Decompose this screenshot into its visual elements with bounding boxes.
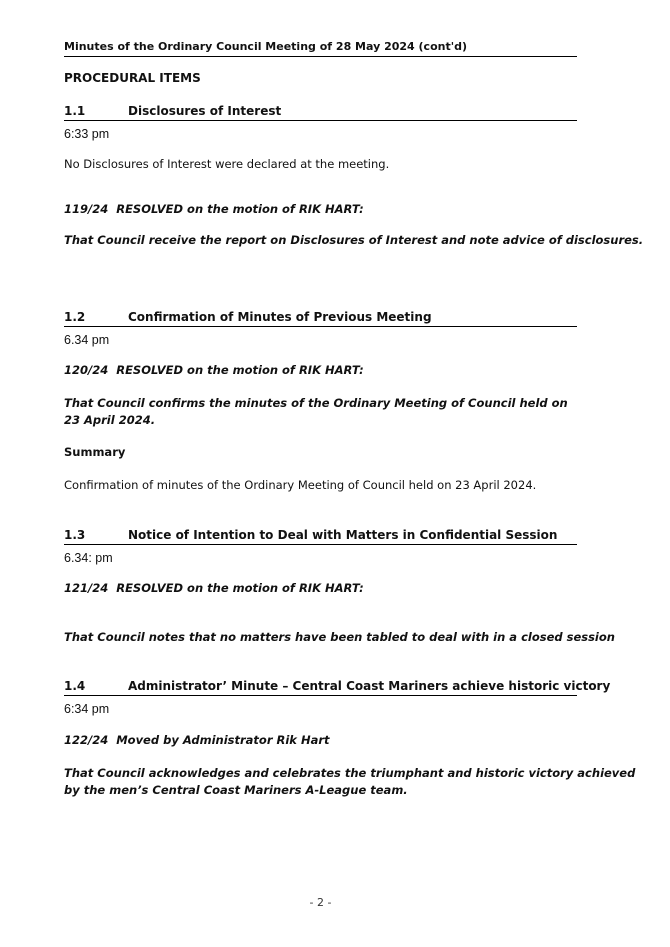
resolution-code: 119/24 <box>64 202 109 216</box>
resolution-text: RESOLVED on the motion of RIK HART: <box>116 363 364 377</box>
motion-line: That Council notes that no matters have been tabled to deal with in a closed session <box>64 630 615 644</box>
section-1-4-resolution <box>64 733 577 748</box>
section-1-2-heading <box>64 310 577 327</box>
section-1-1-note: No Disclosures of Interest were declared at the meeting. <box>64 157 390 171</box>
page-number: - 2 - <box>309 896 332 909</box>
section-1-1-heading <box>64 104 577 121</box>
section-1-3-heading <box>64 528 577 545</box>
section-1-4-motion <box>64 765 636 799</box>
section-1-3-time: 6.34: pm <box>64 551 113 565</box>
resolution-code: 121/24 <box>64 581 109 595</box>
section-1-2-summary-label: Summary <box>64 445 126 459</box>
motion-line: 23 April 2024. <box>64 413 156 427</box>
section-1-1-motion <box>64 232 644 249</box>
section-number: 1.4 <box>64 679 86 693</box>
section-1-4-heading <box>64 679 611 696</box>
procedural-items-heading: PROCEDURAL ITEMS <box>64 71 201 85</box>
resolution-text: RESOLVED on the motion of RIK HART: <box>116 581 364 595</box>
section-1-2-summary-text: Confirmation of minutes of the Ordinary Meeting of Council held on 23 April 2024. <box>64 478 537 492</box>
section-1-2-motion <box>64 395 577 429</box>
resolution-code: 122/24 <box>64 733 109 747</box>
section-1-3-motion <box>64 629 615 646</box>
section-1-2-resolution <box>64 363 577 378</box>
section-1-4-time: 6:34 pm <box>64 702 110 716</box>
motion-line: by the men’s Central Coast Mariners A-League team. <box>64 783 408 797</box>
section-number: 1.3 <box>64 528 86 542</box>
section-1-1-time: 6:33 pm <box>64 127 110 141</box>
section-1-3-resolution <box>64 581 577 596</box>
section-title: Disclosures of Interest <box>128 104 282 118</box>
resolution-text: RESOLVED on the motion of RIK HART: <box>116 202 364 216</box>
section-1-2-time: 6.34 pm <box>64 333 110 347</box>
section-1-1-resolution <box>64 202 577 217</box>
document-page <box>64 0 644 947</box>
motion-line: That Council receive the report on Disclosures of Interest and note advice of disclosures. <box>64 233 644 247</box>
section-number: 1.2 <box>64 310 86 324</box>
section-title: Confirmation of Minutes of Previous Meeting <box>128 310 432 324</box>
running-header: Minutes of the Ordinary Council Meeting of 28 May 2024 (cont'd) <box>64 40 577 57</box>
resolution-text: Moved by Administrator Rik Hart <box>116 733 330 747</box>
resolution-code: 120/24 <box>64 363 109 377</box>
section-number: 1.1 <box>64 104 86 118</box>
section-title: Notice of Intention to Deal with Matters in Confidential Session <box>128 528 558 542</box>
section-title: Administrator’ Minute – Central Coast Mariners achieve historic victory <box>128 679 611 693</box>
motion-line: That Council confirms the minutes of the Ordinary Meeting of Council held on <box>64 396 568 410</box>
motion-line: That Council acknowledges and celebrates the triumphant and historic victory achieved <box>64 766 636 780</box>
